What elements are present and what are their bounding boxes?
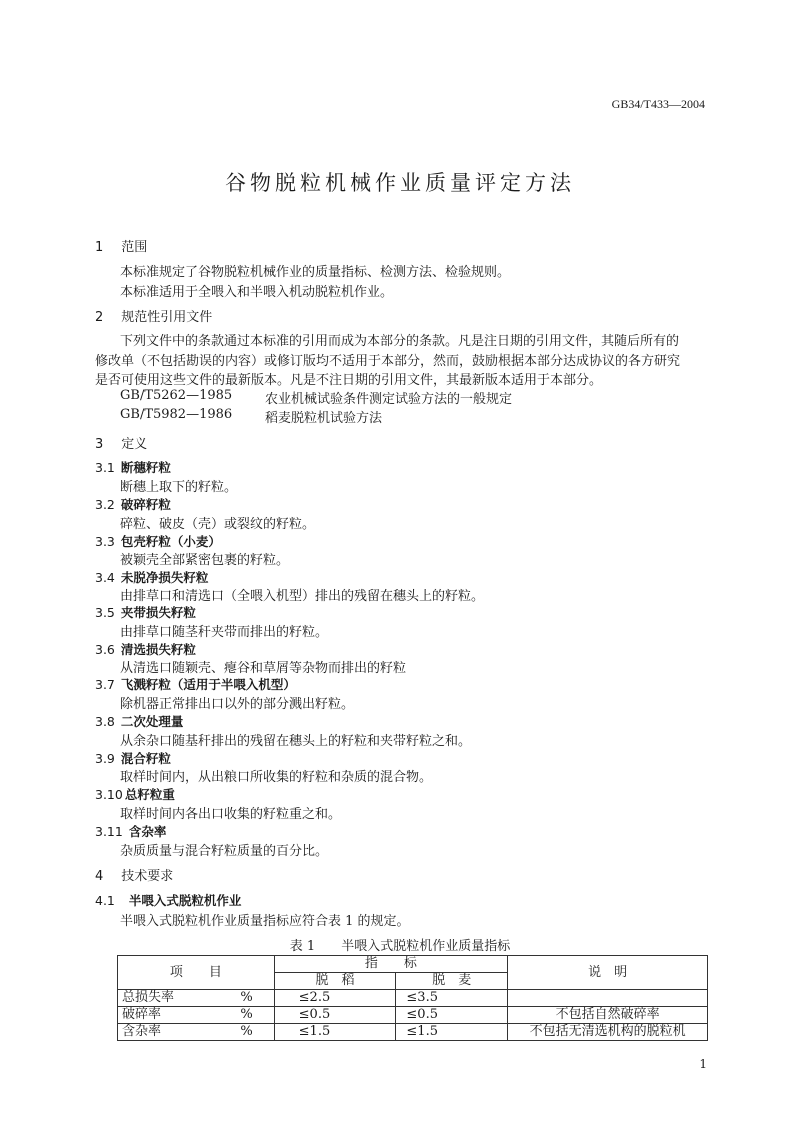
definition-text: 从余杂口随基秆排出的残留在穗头上的籽粒和夹带籽粒之和。 xyxy=(120,734,472,749)
section-title: 技术要求 xyxy=(121,869,174,884)
definition-text: 断穗上取下的籽粒。 xyxy=(120,480,238,495)
section-number: 2 xyxy=(95,310,104,325)
section-title: 规范性引用文件 xyxy=(121,310,213,325)
row-unit: % xyxy=(219,1007,274,1024)
definition-text: 被颖壳全部紧密包裹的籽粒。 xyxy=(120,553,290,568)
definition-term: 3.8 二次处理量 xyxy=(95,714,184,729)
definition-term: 3.4 未脱净损失籽粒 xyxy=(95,570,209,585)
reference-name: 农业机械试验条件测定试验方法的一般规定 xyxy=(265,392,513,407)
section-number: 3 xyxy=(95,437,104,452)
row-unit: % xyxy=(219,990,274,1007)
definition-text: 取样时间内，从出粮口所收集的籽粒和杂质的混合物。 xyxy=(120,770,433,785)
row-rice: ≤0.5 xyxy=(274,1007,396,1024)
definition-term: 3.5 夹带损失籽粒 xyxy=(95,605,196,620)
table-caption: 表 1 半喂入式脱粒机作业质量指标 xyxy=(289,939,511,954)
paragraph: 本标准规定了谷物脱粒机械作业的质量指标、检测方法、检验规则。 xyxy=(120,265,511,280)
row-note xyxy=(508,990,708,1007)
section-title: 范围 xyxy=(121,240,148,255)
definition-term: 3.6 清选损失籽粒 xyxy=(95,642,196,657)
definition-term: 3.11 含杂率 xyxy=(95,824,167,839)
definition-text: 杂质质量与混合籽粒质量的百分比。 xyxy=(120,844,329,859)
document-title: 谷物脱粒机械作业质量评定方法 xyxy=(225,171,575,195)
row-rice: ≤1.5 xyxy=(274,1024,396,1041)
definition-term: 3.7 飞溅籽粒（适用于半喂入机型） xyxy=(95,677,296,692)
section-number: 4 xyxy=(95,869,104,884)
reference-code: GB/T5982—1986 xyxy=(120,407,233,422)
definition-term: 3.3 包壳籽粒（小麦） xyxy=(95,534,221,549)
reference-code: GB/T5262—1985 xyxy=(120,388,233,403)
header-rice: 脱 稻 xyxy=(274,973,396,990)
table-row xyxy=(118,990,708,1007)
header-note: 说 明 xyxy=(508,956,708,990)
definition-term: 3.1 断穗籽粒 xyxy=(95,460,171,475)
section-heading-2 xyxy=(95,306,212,325)
definition-text: 从清选口随颖壳、瘪谷和草屑等杂物而排出的籽粒 xyxy=(120,661,407,676)
section-title: 定义 xyxy=(121,437,148,452)
row-name: 破碎率 xyxy=(118,1007,220,1024)
row-wheat: ≤0.5 xyxy=(396,1007,508,1024)
standard-code: GB34/T433—2004 xyxy=(611,97,705,111)
row-rice: ≤2.5 xyxy=(274,990,396,1007)
paragraph: 修改单（不包括勘误的内容）或修订版均不适用于本部分，然而，鼓励根据本部分达成协议的各方研究 xyxy=(95,354,681,369)
row-wheat: ≤1.5 xyxy=(396,1024,508,1041)
header-index: 指 标 xyxy=(274,956,507,973)
table-header-row xyxy=(118,956,708,973)
section-heading-1 xyxy=(95,236,147,255)
definition-term: 3.9 混合籽粒 xyxy=(95,751,171,766)
paragraph: 是否可使用这些文件的最新版本。凡是不注日期的引用文件，其最新版本适用于本部分。 xyxy=(95,373,603,388)
row-wheat: ≤3.5 xyxy=(396,990,508,1007)
definition-text: 由排草口和清选口（全喂入机型）排出的残留在穗头上的籽粒。 xyxy=(120,589,485,604)
reference-name: 稻麦脱粒机试验方法 xyxy=(265,411,383,426)
table-row xyxy=(118,1007,708,1024)
section-heading-4 xyxy=(95,865,173,884)
paragraph: 半喂入式脱粒机作业质量指标应符合表 1 的规定。 xyxy=(120,914,410,929)
definition-text: 碎粒、破皮（壳）或裂纹的籽粒。 xyxy=(120,517,316,532)
row-name: 总损失率 xyxy=(118,990,220,1007)
paragraph: 本标准适用于全喂入和半喂入机动脱粒机作业。 xyxy=(120,285,394,300)
row-note: 不包括无清选机构的脱粒机 xyxy=(508,1024,708,1041)
definition-text: 取样时间内各出口收集的籽粒重之和。 xyxy=(120,807,342,822)
row-note: 不包括自然破碎率 xyxy=(508,1007,708,1024)
definition-text: 除机器正常排出口以外的部分溅出籽粒。 xyxy=(120,697,355,712)
definition-term: 3.2 破碎籽粒 xyxy=(95,497,171,512)
paragraph: 下列文件中的条款通过本标准的引用而成为本部分的条款。凡是注日期的引用文件，其随后所有的 xyxy=(120,334,680,349)
section-number: 1 xyxy=(95,240,104,255)
subsection-heading: 4.1 半喂入式脱粒机作业 xyxy=(95,893,242,908)
header-wheat: 脱 麦 xyxy=(396,973,508,990)
quality-index-table xyxy=(117,955,708,1041)
definition-term: 3.10 总籽粒重 xyxy=(95,787,175,802)
table-row xyxy=(118,1024,708,1041)
header-item: 项 目 xyxy=(118,956,275,990)
definition-text: 由排草口随茎秆夹带而排出的籽粒。 xyxy=(120,625,329,640)
row-name: 含杂率 xyxy=(118,1024,220,1041)
row-unit: % xyxy=(219,1024,274,1041)
section-heading-3 xyxy=(95,433,147,452)
page-number: 1 xyxy=(699,1057,707,1071)
